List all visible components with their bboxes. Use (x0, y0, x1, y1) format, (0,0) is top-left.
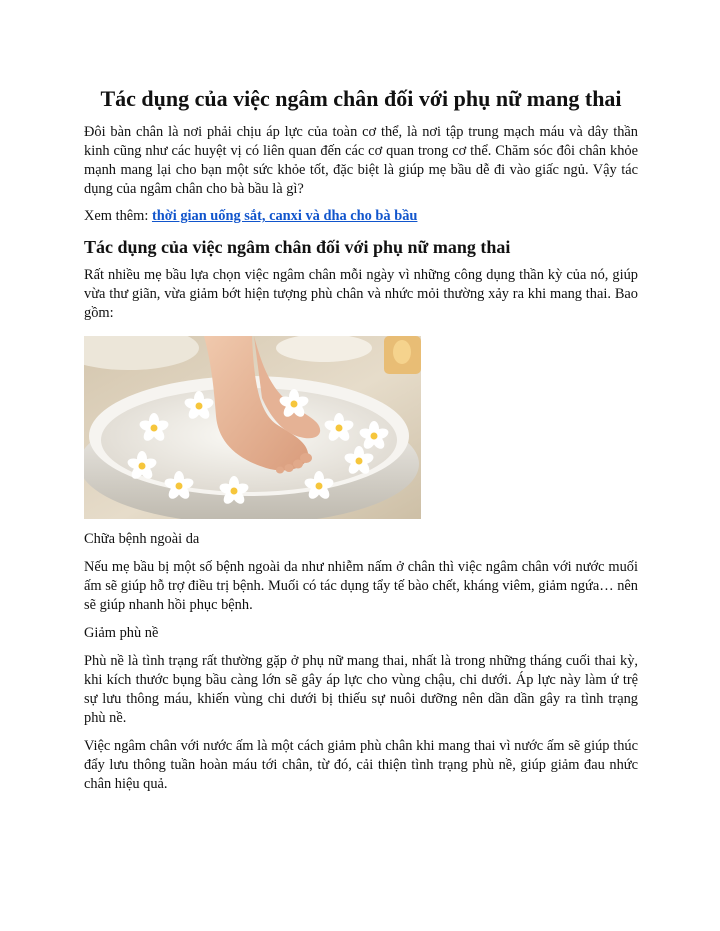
see-also-prefix: Xem thêm: (84, 208, 152, 224)
page-title: Tác dụng của việc ngâm chân đối với phụ nữ mang thai (100, 86, 622, 111)
see-also-line (84, 207, 638, 226)
section-heading: Tác dụng của việc ngâm chân đối với phụ nữ mang thai (84, 237, 511, 257)
see-also-link[interactable]: thời gian uống sắt, canxi và dha cho bà bầu (151, 208, 418, 224)
subheading-skin-disease: Chữa bệnh ngoài da (84, 531, 200, 547)
section-intro-paragraph: Rất nhiều mẹ bầu lựa chọn việc ngâm chân mỗi ngày vì những công dụng thần kỳ của nó, giúp vừa thư giãn, vừa giảm bớt hiện tượng phù chân và nhức mỏi thường xảy ra khi mang thai. Bao gồm: (84, 267, 638, 321)
foot-soak-bowl-photo (84, 336, 421, 519)
intro-paragraph: Đôi bàn chân là nơi phải chịu áp lực của toàn cơ thể, là nơi tập trung mạch máu và dây thần kinh cũng như các huyệt vị có liên quan đến các cơ quan trong cơ thể. Chăm sóc đôi chân khỏe mạnh mang lại cho bạn một sức khỏe tốt, đặc biệt là giúp mẹ bầu dễ đi vào giấc ngủ. Vậy tác dụng của ngâm chân cho bà bầu là gì? (84, 124, 638, 197)
skin-disease-paragraph: Nếu mẹ bầu bị một số bệnh ngoài da như nhiễm nấm ở chân thì việc ngâm chân với nước muối ấm sẽ giúp hỗ trợ điều trị bệnh. Muối có tác dụng tẩy tế bào chết, kháng viêm, giảm ngứa… nên sẽ giúp nhanh hồi phục bệnh. (84, 559, 638, 613)
document-page (84, 84, 638, 794)
swelling-paragraph-2: Việc ngâm chân với nước ấm là một cách giảm phù chân khi mang thai vì nước ấm sẽ giúp thúc đẩy lưu thông tuần hoàn máu tới chân, từ đó, cải thiện tình trạng phù nề, giúp giảm đau nhức chân hiệu quả. (84, 738, 638, 792)
subheading-reduce-swelling: Giảm phù nề (84, 625, 159, 641)
swelling-paragraph-1: Phù nề là tình trạng rất thường gặp ở phụ nữ mang thai, nhất là trong những tháng cuối thai kỳ, khi kích thước bụng bầu càng lớn sẽ gây áp lực cho vùng chậu, chi dưới. Áp lực này làm ứ trệ sự lưu thông máu, khiến vùng chi dưới bị thiếu sự nuôi dưỡng nên dần dần gây ra tình trạng phù nề. (84, 653, 638, 726)
